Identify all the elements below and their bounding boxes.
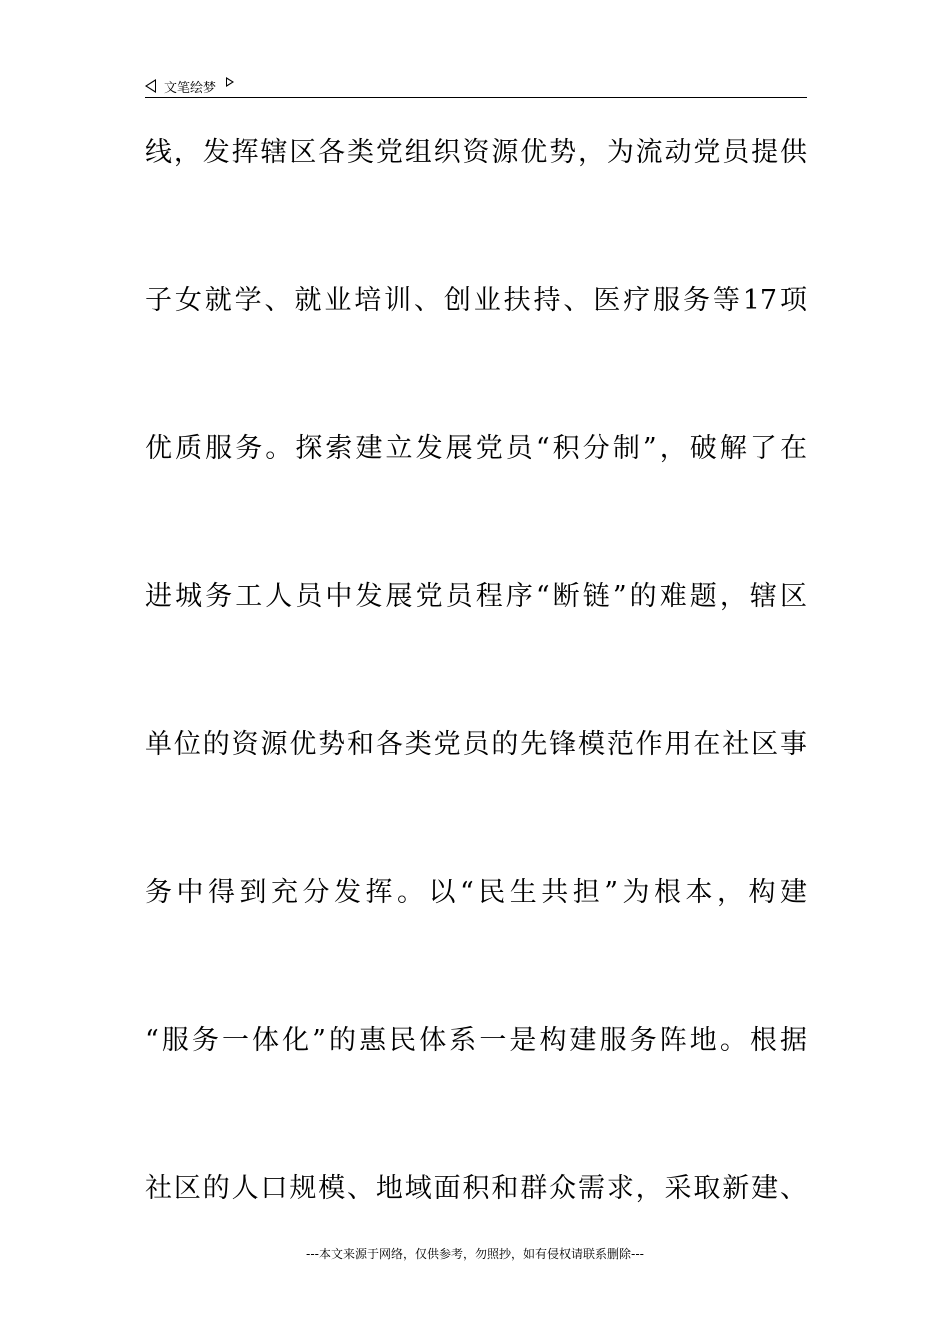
header-rule xyxy=(145,97,807,98)
text-line: 进城务工人员中发展党员程序“断链”的难题，辖区 xyxy=(145,581,807,612)
body-text xyxy=(145,128,807,1312)
text-line: 单位的资源优势和各类党员的先锋模范作用在社区事 xyxy=(145,729,807,760)
triangle-right-icon xyxy=(226,77,234,87)
text-line: “服务一体化”的惠民体系一是构建服务阵地。根据 xyxy=(145,1025,807,1056)
text-line: 子女就学、就业培训、创业扶持、医疗服务等17项 xyxy=(145,285,807,316)
footer-disclaimer: ---本文来源于网络，仅供参考，勿照抄，如有侵权请联系删除--- xyxy=(306,1247,644,1261)
text-line: 务中得到充分发挥。以“民生共担”为根本，构建 xyxy=(145,877,807,908)
triangle-left-icon xyxy=(145,79,156,93)
text-line: 社区的人口规模、地域面积和群众需求，采取新建、 xyxy=(145,1173,807,1204)
text-line: 优质服务。探索建立发展党员“积分制”，破解了在 xyxy=(145,433,807,464)
page-header xyxy=(145,74,234,98)
text-line: 线，发挥辖区各类党组织资源优势，为流动党员提供 xyxy=(145,137,807,168)
header-title: 文笔绘梦 xyxy=(164,80,217,96)
